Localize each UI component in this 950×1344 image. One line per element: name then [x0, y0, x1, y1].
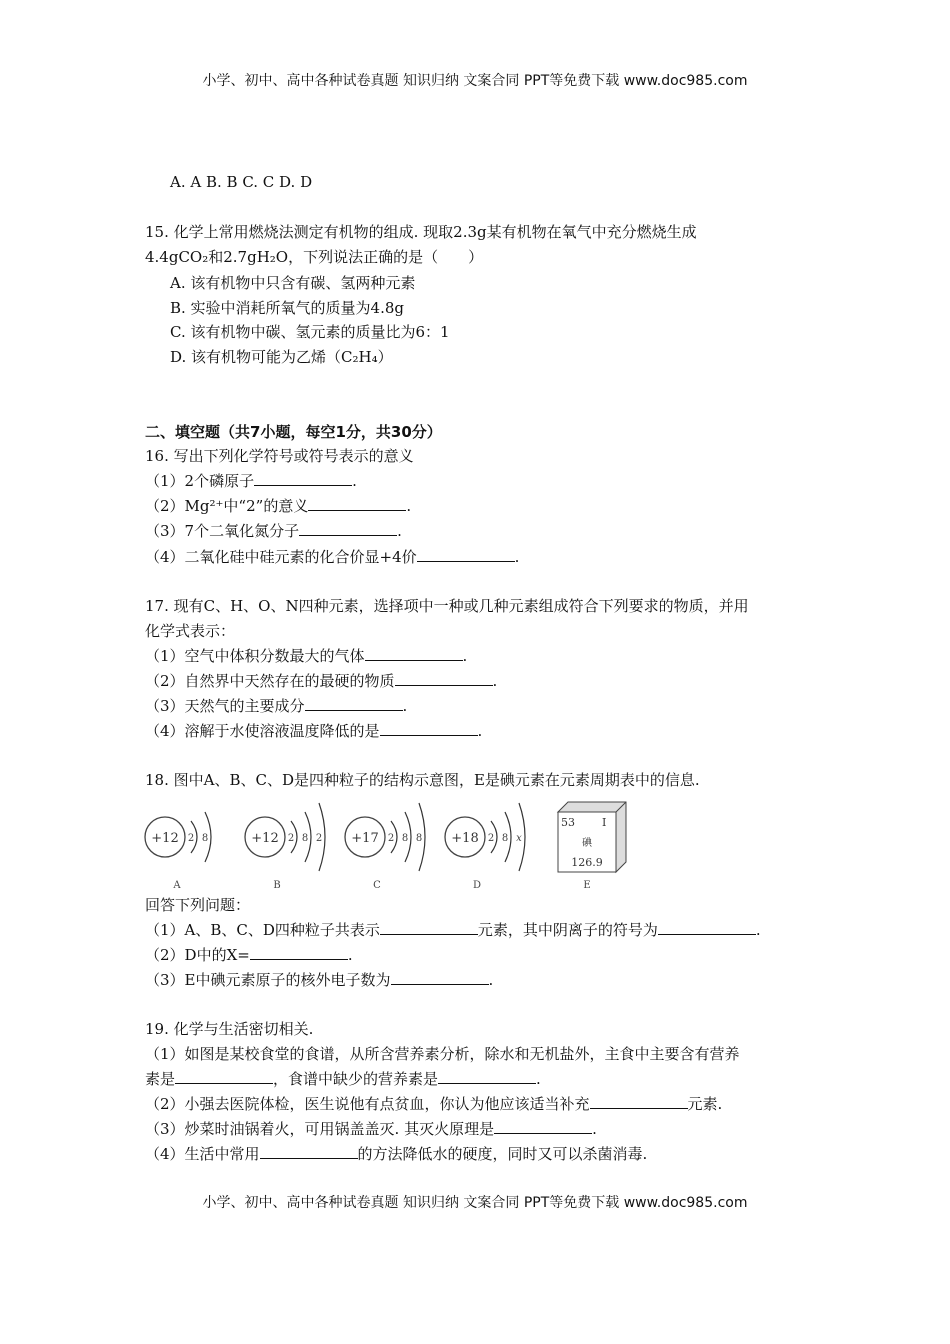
figure-label: E	[583, 880, 591, 891]
text-segment: .	[536, 1070, 541, 1088]
answer-blank[interactable]	[391, 970, 489, 985]
text-segment: .	[462, 647, 468, 665]
text-segment: B. 实验中消耗所氧气的质量为4.8g	[170, 299, 405, 317]
text-segment: A. 该有机物中只含有碳、氢两种元素	[170, 274, 416, 292]
nucleus-charge: +12	[251, 831, 279, 846]
answer-blank[interactable]	[380, 721, 478, 736]
text-segment: .	[488, 971, 494, 989]
text-line	[145, 496, 411, 516]
text-segment: （4）溶解于水使溶液温度降低的是	[145, 722, 380, 740]
text-segment: 17. 现有C、H、O、N四种元素，选择项中一种或几种元素组成符合下列要求的物质，并用	[145, 597, 749, 615]
text-line	[145, 521, 402, 541]
text-segment: （1）2个磷原子	[145, 472, 255, 490]
electron-count: 8	[501, 833, 509, 844]
electron-count: 8	[201, 833, 209, 844]
text-segment: 回答下列问题：	[145, 896, 251, 914]
answer-blank[interactable]	[438, 1069, 536, 1084]
text-line	[145, 547, 519, 567]
text-segment: （2）自然界中天然存在的最硬的物质	[145, 672, 395, 690]
element-symbol: I	[602, 816, 607, 829]
text-segment: （2）小强去医院体检，医生说他有点贫血，你认为他应该适当补充	[145, 1095, 590, 1113]
text-line	[145, 247, 483, 267]
electron-count: x	[516, 833, 522, 844]
text-segment: （1）A、B、C、D四种粒子共表示	[145, 921, 380, 939]
text-segment: （2）Mg²⁺中“2”的意义	[145, 497, 309, 515]
text-segment: 元素.	[687, 1095, 723, 1113]
electron-count: 2	[387, 833, 395, 844]
text-line	[145, 945, 353, 965]
text-line	[145, 1069, 541, 1089]
text-line	[170, 322, 450, 342]
answer-blank[interactable]	[380, 920, 478, 935]
answer-blank[interactable]	[395, 671, 493, 686]
text-line	[145, 471, 357, 491]
answer-blank[interactable]	[365, 646, 463, 661]
figure-label: D	[472, 880, 482, 891]
text-segment: .	[397, 522, 402, 540]
electron-count: 2	[315, 833, 323, 844]
text-line	[145, 970, 493, 990]
text-line	[145, 1044, 740, 1064]
page-header: 小学、初中、高中各种试卷真题 知识归纳 文案合同 PPT等免费下载 www.doc985.com	[202, 73, 748, 89]
text-segment: 元素，其中阴离子的符号为	[477, 921, 658, 939]
atomic-number: 53	[561, 816, 575, 829]
electron-count: 2	[487, 833, 495, 844]
text-segment: 15. 化学上常用燃烧法测定有机物的组成. 现取2.3g某有机物在氧气中充分燃烧生成	[145, 223, 697, 241]
text-segment: 化学式表示：	[145, 622, 236, 640]
answer-blank[interactable]	[250, 945, 348, 960]
text-segment: （4）生活中常用	[145, 1145, 260, 1163]
text-segment: .	[402, 697, 408, 715]
electron-count: 8	[301, 833, 309, 844]
text-segment: 18. 图中A、B、C、D是四种粒子的结构示意图，E是碘元素在元素周期表中的信息.	[145, 771, 700, 789]
page-footer: 小学、初中、高中各种试卷真题 知识归纳 文案合同 PPT等免费下载 www.doc985.com	[202, 1195, 748, 1211]
electron-count: 2	[287, 833, 295, 844]
text-line	[145, 621, 235, 641]
text-segment: （1）空气中体积分数最大的气体	[145, 647, 365, 665]
text-line	[145, 1019, 313, 1039]
text-segment: .	[492, 672, 498, 690]
figure-label: A	[173, 880, 181, 891]
answer-blank[interactable]	[658, 920, 756, 935]
answer-blank[interactable]	[254, 471, 352, 486]
nucleus-charge: +12	[151, 831, 179, 846]
answer-blank[interactable]	[308, 496, 406, 511]
text-segment: （3）炒菜时油锅着火，可用锅盖盖灭. 其灭火原理是	[145, 1120, 495, 1138]
text-segment: A. A B. B C. C D. D	[170, 173, 313, 191]
text-line	[145, 671, 497, 691]
text-line	[145, 446, 414, 466]
figure-label: C	[373, 880, 381, 891]
text-line	[145, 1119, 597, 1139]
text-line	[145, 696, 407, 716]
text-segment: （2）D中的X=	[145, 946, 250, 964]
text-segment: 19. 化学与生活密切相关.	[145, 1020, 314, 1038]
text-segment: （3）天然气的主要成分	[145, 697, 305, 715]
electron-count: 8	[415, 833, 423, 844]
text-line	[145, 895, 250, 915]
text-segment: .	[347, 946, 353, 964]
text-segment: （4）二氧化硅中硅元素的化合价显+4价	[145, 548, 417, 566]
text-segment: .	[352, 472, 357, 490]
particle-structure-figure	[140, 800, 640, 895]
electron-count: 2	[187, 833, 195, 844]
text-segment: （3）E中碘元素原子的核外电子数为	[145, 971, 391, 989]
text-segment: 二、填空题（共7小题，每空1分，共30分）	[145, 423, 442, 441]
section-heading	[145, 422, 442, 442]
electron-count: 8	[401, 833, 409, 844]
element-name: 碘	[582, 838, 592, 849]
answer-blank[interactable]	[260, 1144, 358, 1159]
text-segment: .	[592, 1120, 597, 1138]
text-segment: 的方法降低水的硬度，同时又可以杀菌消毒.	[357, 1145, 648, 1163]
text-line	[170, 172, 312, 192]
text-segment: .	[406, 497, 412, 515]
text-line	[145, 1094, 722, 1114]
text-line	[145, 1144, 647, 1164]
nucleus-charge: +17	[351, 831, 379, 846]
nucleus-charge: +18	[451, 831, 479, 846]
text-line	[145, 920, 761, 940]
answer-blank[interactable]	[417, 547, 515, 562]
text-segment: 素是	[145, 1070, 176, 1088]
text-segment: （1）如图是某校食堂的食谱，从所含营养素分析，除水和无机盐外，主食中主要含有营养	[145, 1045, 740, 1063]
text-segment: C. 该有机物中碳、氢元素的质量比为6：1	[170, 323, 450, 341]
text-segment: D. 该有机物可能为乙烯（C₂H₄）	[170, 348, 393, 366]
answer-blank[interactable]	[494, 1119, 592, 1134]
answer-blank[interactable]	[175, 1069, 273, 1084]
text-segment: .	[755, 921, 761, 939]
text-segment: ，食谱中缺少的营养素是	[273, 1070, 439, 1088]
text-segment: .	[477, 722, 483, 740]
text-line	[170, 273, 415, 293]
figure-label: B	[273, 880, 281, 891]
atomic-mass: 126.9	[571, 856, 603, 869]
answer-blank[interactable]	[299, 521, 397, 536]
answer-blank[interactable]	[590, 1094, 688, 1109]
text-line	[145, 770, 700, 790]
text-segment: 4.4gCO₂和2.7gH₂O，下列说法正确的是（ ）	[145, 248, 484, 266]
text-line	[145, 646, 467, 666]
text-line	[170, 298, 404, 318]
text-line	[145, 596, 749, 616]
text-segment: 16. 写出下列化学符号或符号表示的意义	[145, 447, 414, 465]
text-line	[145, 721, 482, 741]
text-segment: .	[514, 548, 520, 566]
answer-blank[interactable]	[305, 696, 403, 711]
text-line	[170, 347, 393, 367]
text-segment: （3）7个二氧化氮分子	[145, 522, 300, 540]
text-line	[145, 222, 697, 242]
